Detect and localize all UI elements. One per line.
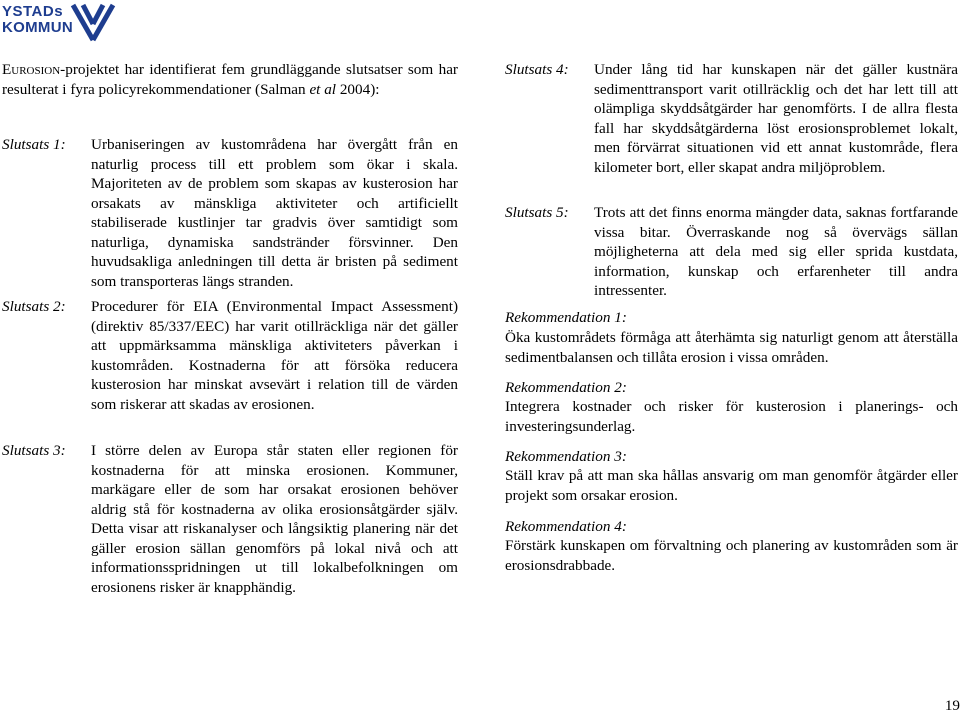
slutsats-1-label: Slutsats 1: — [2, 136, 66, 153]
rekommendation-1-text: Öka kustområdets förmåga att återhämta sig naturligt genom att återställa sedimentbalansen och tillåta erosion i vissa områden. — [505, 329, 958, 366]
intro-text-1: -projektet har identifierat fem grundläggande slutsatser som har resulterat i fyra policyrekommendationer (Salman — [2, 61, 458, 98]
rekommendation-3-text: Ställ krav på att man ska hållas ansvarig om man genomför åtgärder eller projekt som orsakar erosion. — [505, 467, 958, 504]
eurosion-smallcaps: Eurosion — [2, 61, 61, 78]
rekommendation-2-title: Rekommendation 2: — [505, 379, 627, 396]
ystad-kommun-logo — [2, 0, 120, 46]
slutsats-3-text: I större delen av Europa står staten eller regionen för kostnaderna för att minska erosionen. Kommuner, markägare eller de som har orsakat erosionen behöver aldrig stå för kostnaderna av olika erosionsåtgärder själv. Detta visar att riskanalyser och långsiktig planering när det gäller erosion sällan genomförs på lokal nivå och att informationsspridningen ut till lokalbefolkningen om erosionens risker är knapphändig. — [91, 442, 458, 596]
page-number: 19 — [944, 697, 960, 714]
logo-emblem-icon — [70, 2, 116, 44]
logo-line-2: KOMMUN — [2, 19, 73, 36]
rekommendation-1-title: Rekommendation 1: — [505, 309, 627, 326]
rekommendation-4-title: Rekommendation 4: — [505, 518, 627, 535]
slutsats-5-label: Slutsats 5: — [505, 204, 569, 221]
rekommendation-2-text: Integrera kostnader och risker för kusterosion i planerings- och investeringsunderlag. — [505, 398, 958, 435]
slutsats-4-text: Under lång tid har kunskapen när det gäller kustnära sedimenttransport varit otillräcklig och det har lett till att olämpliga skyddsåtgärder har genomförts. I de allra flesta fall har skyddsåtgärderna löst erosionsproblemet lokalt, men förvärrat situationen vid ett annat kustområde, flera kilometer bort, eller skapat andra miljöproblem. — [594, 61, 958, 176]
intro-etal: et al — [309, 80, 337, 98]
rekommendation-3-title: Rekommendation 3: — [505, 448, 627, 465]
slutsats-5-text: Trots att det finns enorma mängder data, saknas fortfarande vissa bitar. Överraskande nog så övervägs sällan möjligheterna att dela med sig eller sprida kustdata, information, kunskap och erfarenheter till andra intressenter. — [594, 204, 958, 299]
logo-line-1: YSTADs — [2, 3, 64, 20]
rekommendation-4-text: Förstärk kunskapen om förvaltning och planering av kustområden som är erosionsdrabbade. — [505, 537, 958, 574]
slutsats-2-text: Procedurer för EIA (Environmental Impact Assessment) (direktiv 85/337/EEC) har varit otillräckliga när det gäller att uppmärksamma mänskliga aktiviteters påverkan i kustområden. Kostnaderna för att försöka reducera kusterosion har minskat avsevärt i relation till de värden som riskerar att skadas av erosionen. — [91, 298, 458, 413]
slutsats-2-label: Slutsats 2: — [2, 298, 66, 315]
intro-text-2: 2004): — [336, 80, 380, 98]
slutsats-1-text: Urbaniseringen av kustområdena har övergått från en naturlig process till ett problem som ökar i skala. Majoriteten av de problem som skapas av kusterosion har orsakats av mänskliga aktiviteter och artificiellt stabiliserade kustlinjer tar gradvis över samtidigt som naturliga, dynamiska sandstränder försvinner. Den huvudsakliga anledningen till detta är bristen på sediment som transporteras längs stranden. — [91, 136, 458, 290]
logo-wordmark — [2, 4, 73, 36]
slutsats-3-label: Slutsats 3: — [2, 442, 66, 459]
intro-paragraph — [2, 60, 458, 99]
slutsats-4-label: Slutsats 4: — [505, 61, 569, 78]
